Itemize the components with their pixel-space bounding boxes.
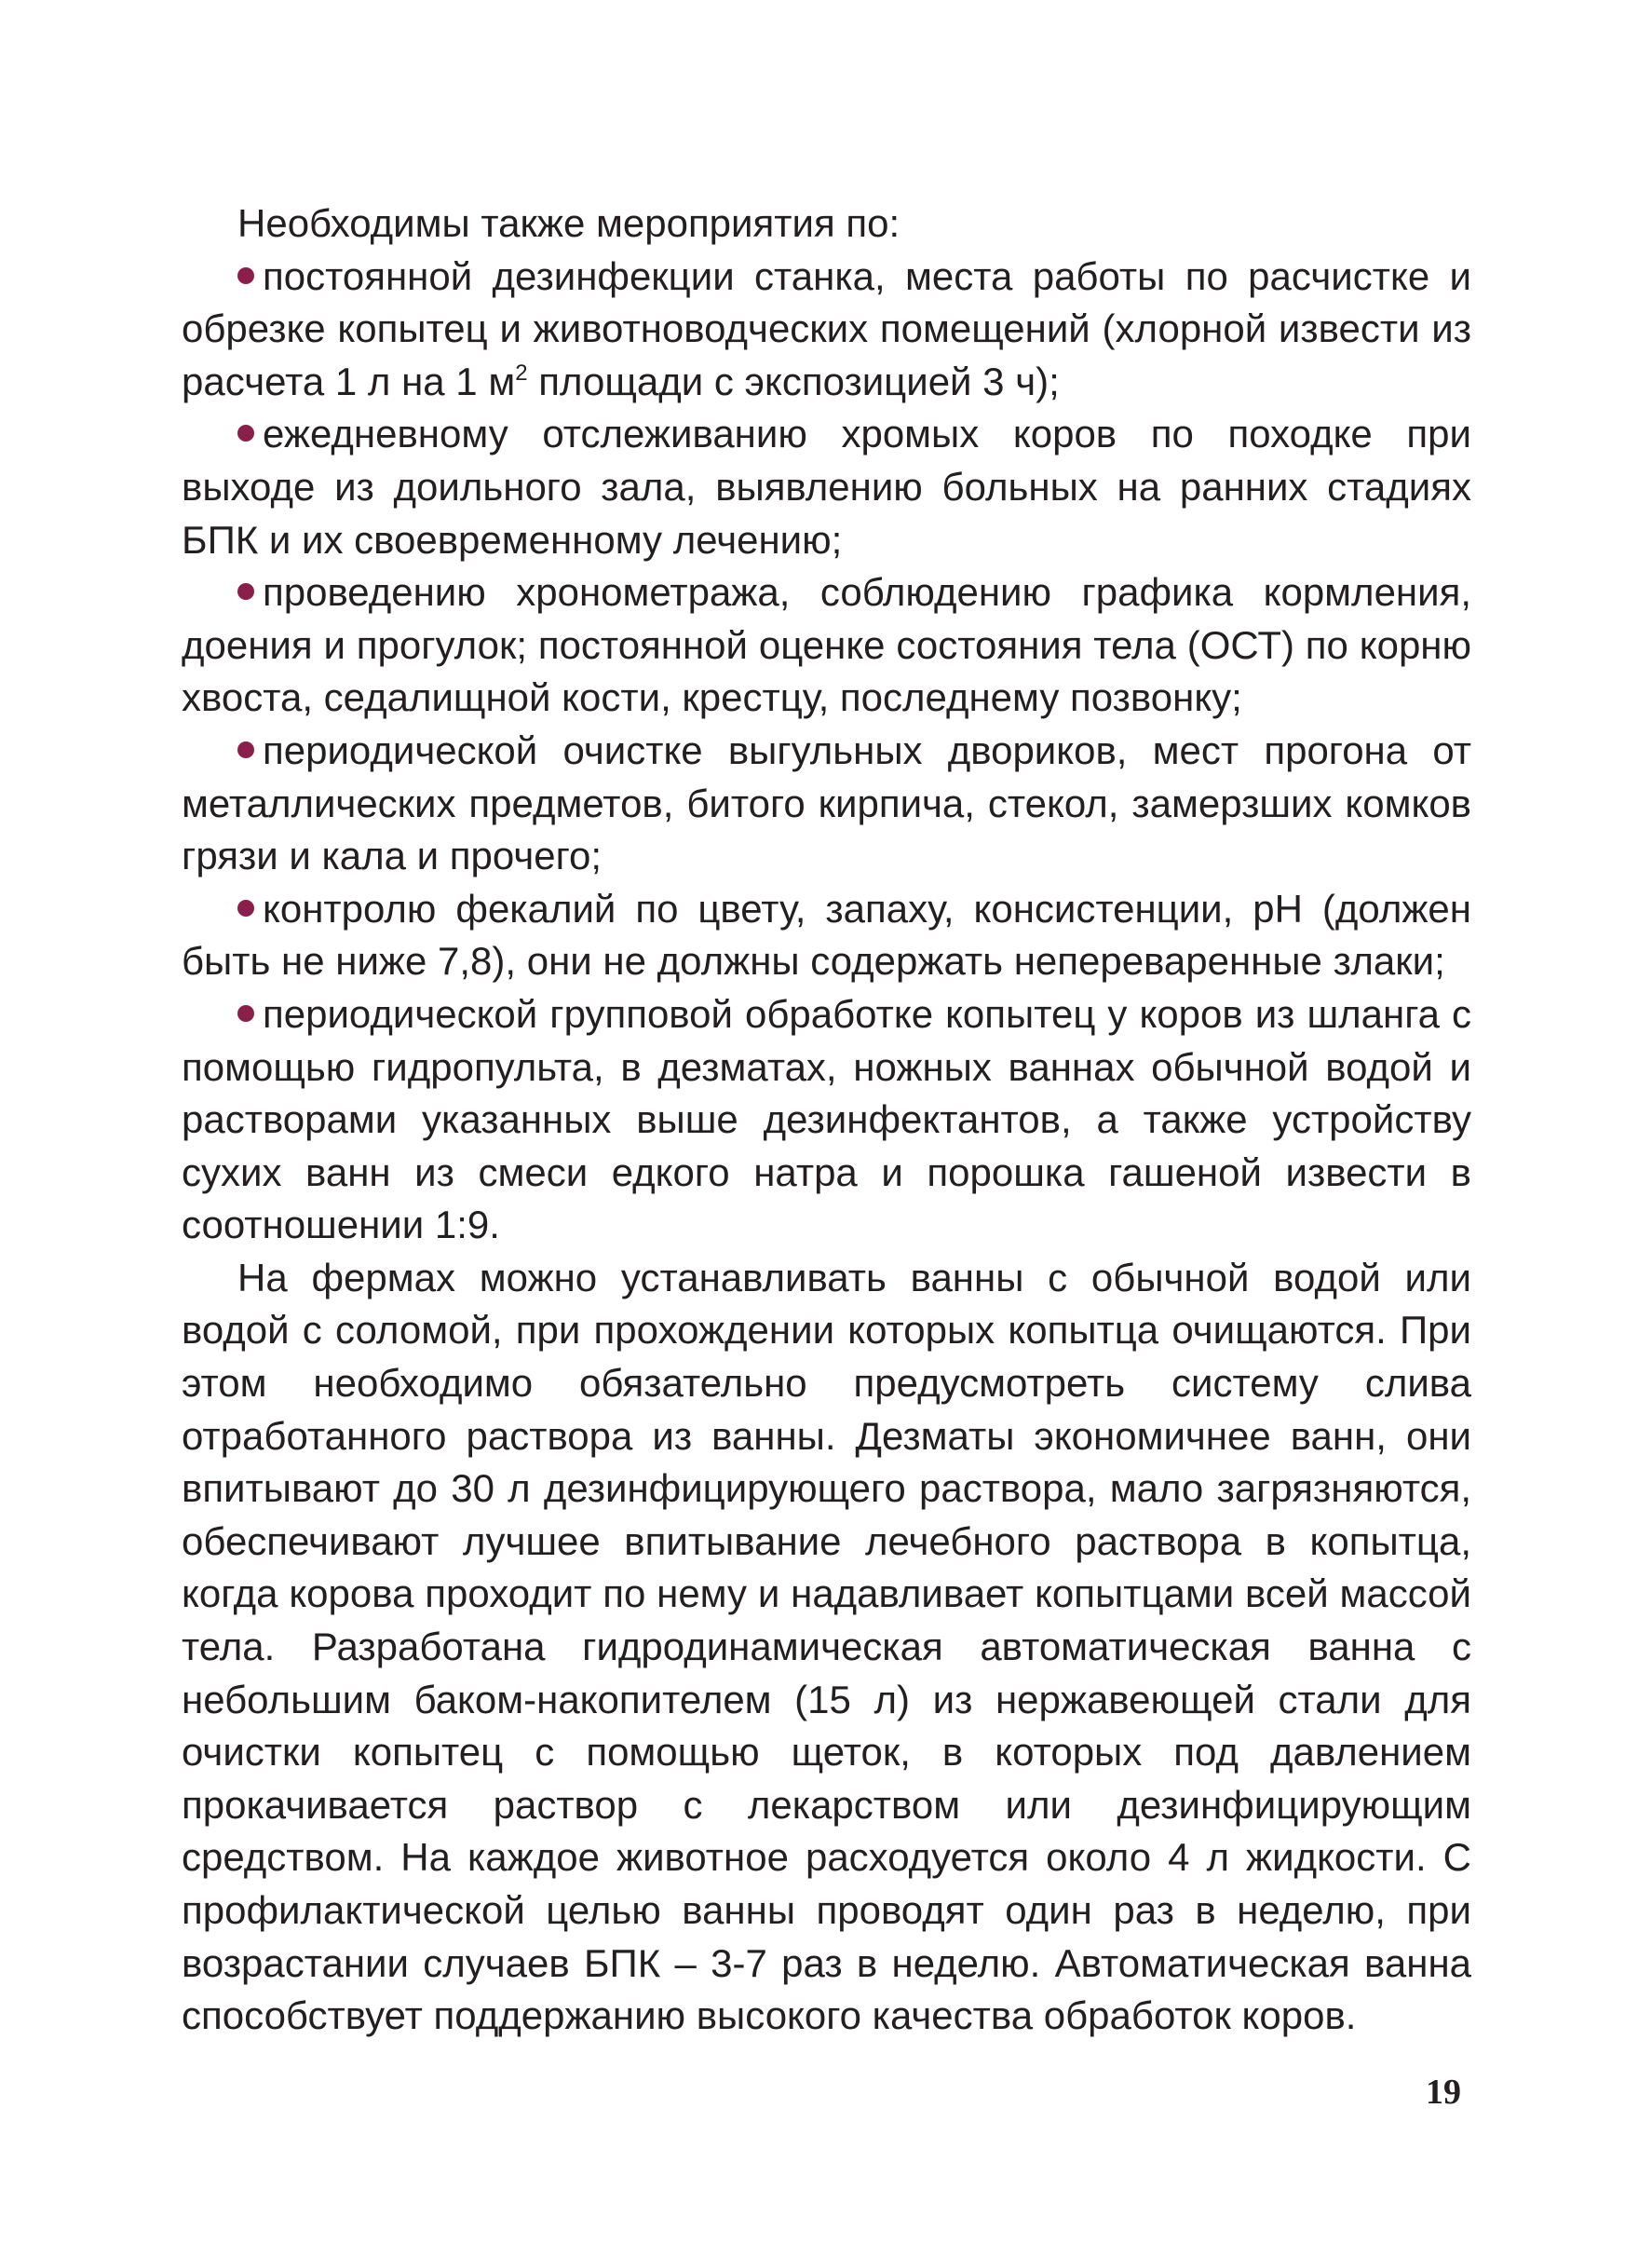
bullet-icon	[237, 741, 254, 758]
closing-paragraph: На фермах можно устанавливать ванны с обычной водой или водой с соломой, при прохождении которых копытца очищаются. При этом необходимо обязательно предусмотреть систему слива отработанного раствора из ванны. Дезматы экономичнее ванн, они впитывают до 30 л дезинфицирующего раствора, мало загрязняются, обеспечивают лучшее впитывание лечебного раствора в копытца, когда корова проходит по нему и надавливает копытцами всей массой тела. Разработана гидродинамическая автоматическая ванна с небольшим баком-накопителем (15 л) из нержавеющей стали для очистки копытец с помощью щеток, в которых под давлением прокачивается раствор с лекарством или дезинфицирующим средством. На каждое животное расходуется около 4 л жидкости. С профилактической целью ванны проводят один раз в неделю, при возрастании случаев БПК – 3-7 раз в неделю. Автоматическая ванна способствует поддержанию высокого качества обработок коров.	[182, 1255, 1471, 2038]
list-item-lameness-tracking: ежедневному отслеживанию хромых коров по походке при выходе из доильного зала, выявлению больных на ранних стадиях БПК и их своевременному лечению;	[182, 412, 1471, 562]
bullet-icon	[237, 583, 254, 600]
list-item-feces-control: контролю фекалий по цвету, запаху, консистенции, pH (должен быть не ниже 7,8), они не должны содержать непереваренные злаки;	[182, 886, 1471, 984]
intro-paragraph: Необходимы также мероприятия по:	[237, 201, 900, 245]
body-text	[182, 197, 1471, 2043]
page-number: 19	[1426, 2073, 1461, 2112]
bullet-icon	[237, 900, 254, 917]
list-item-timing: проведению хронометража, соблюдению графика кормления, доения и прогулок; постоянной оценке состояния тела (ОСТ) по корню хвоста, седалищной кости, крестцу, последнему позвонку;	[182, 570, 1471, 720]
bullet-icon	[237, 1005, 254, 1022]
bullet-icon	[237, 267, 254, 284]
list-item-disinfection: постоянной дезинфекции станка, места работы по расчистке и обрезке копытец и животноводческих помещений (хлорной извести из расчета 1 л на 1 $м^2$ площади с экспозицией 3 ч);	[182, 253, 1471, 403]
bullet-icon	[237, 425, 254, 442]
list-item-hoof-treatment: периодической групповой обработке копытец у коров из шланга с помощью гидропульта, в дезматах, ножных ваннах обычной водой и растворами указанных выше дезинфектантов, а также устройству сухих ванн из смеси едкого натра и порошка гашеной извести в соотношении 1:9.	[182, 991, 1471, 1247]
list-item-yard-cleaning: периодической очистке выгульных двориков, мест прогона от металлических предметов, битого кирпича, стекол, замерзших комков грязи и кала и прочего;	[182, 728, 1471, 878]
